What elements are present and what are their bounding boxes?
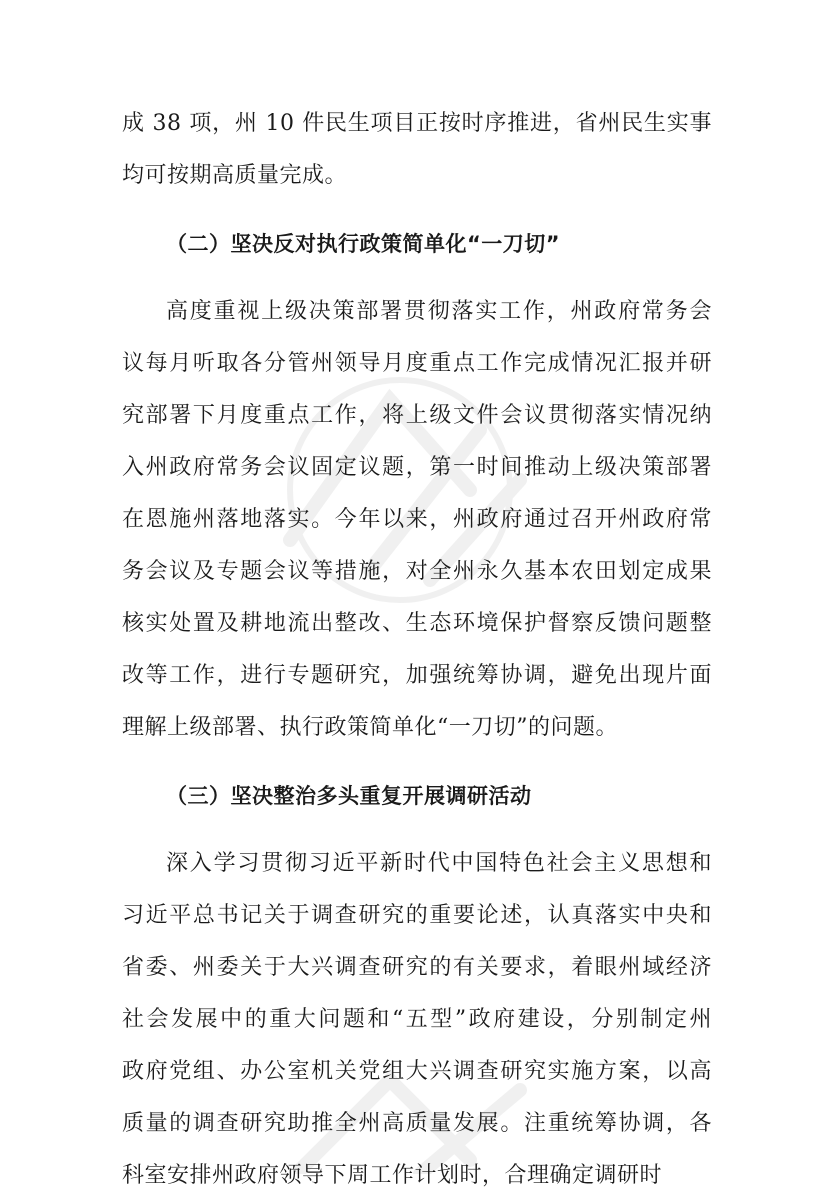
text-line: 在恩施州落地落实。今年以来，州政府通过召开州政府常 [122, 507, 712, 532]
section-two-paragraph [122, 286, 712, 754]
text-line: 社会发展中的重大问题和“五型”政府建设，分别制定州 [122, 1007, 712, 1032]
text-line: 高度重视上级决策部署贯彻落实工作，州政府常务会 [166, 299, 712, 324]
text-line: 科室安排州政府领导下周工作计划时，合理确定调研时 [122, 1163, 663, 1188]
text-line: 质量的调查研究助推全州高质量发展。注重统筹协调，各 [122, 1111, 712, 1136]
section-three-paragraph [122, 838, 712, 1202]
text-line: 核实处置及耕地流出整改、生态环境保护督察反馈问题整 [122, 611, 712, 636]
text-line: 究部署下月度重点工作，将上级文件会议贯彻落实情况纳 [122, 403, 712, 428]
text-line: 入州政府常务会议固定议题，第一时间推动上级决策部署 [122, 455, 712, 480]
text-line: 均可按期高质量完成。 [122, 163, 348, 188]
document-body [122, 98, 712, 1202]
text-line: 习近平总书记关于调查研究的重要论述，认真落实中央和 [122, 903, 712, 928]
section-heading-two: （二）坚决反对执行政策简单化“一刀切” [166, 232, 561, 256]
text-line: 改等工作，进行专题研究，加强统筹协调，避免出现片面 [122, 663, 712, 688]
text-line: 成 38 项，州 10 件民生项目正按时序推进，省州民生实事 [122, 111, 712, 136]
text-line: 政府党组、办公室机关党组大兴调查研究实施方案，以高 [122, 1059, 712, 1084]
text-line: 省委、州委关于大兴调查研究的有关要求，着眼州域经济 [122, 955, 712, 980]
intro-paragraph [122, 98, 712, 202]
section-heading-three: （三）坚决整治多头重复开展调研活动 [166, 784, 532, 808]
text-line: 务会议及专题会议等措施，对全州永久基本农田划定成果 [122, 559, 712, 584]
text-line: 深入学习贯彻习近平新时代中国特色社会主义思想和 [166, 851, 712, 876]
text-line: 议每月听取各分管州领导月度重点工作完成情况汇报并研 [122, 351, 712, 376]
text-line: 理解上级部署、执行政策简单化“一刀切”的问题。 [122, 715, 618, 740]
